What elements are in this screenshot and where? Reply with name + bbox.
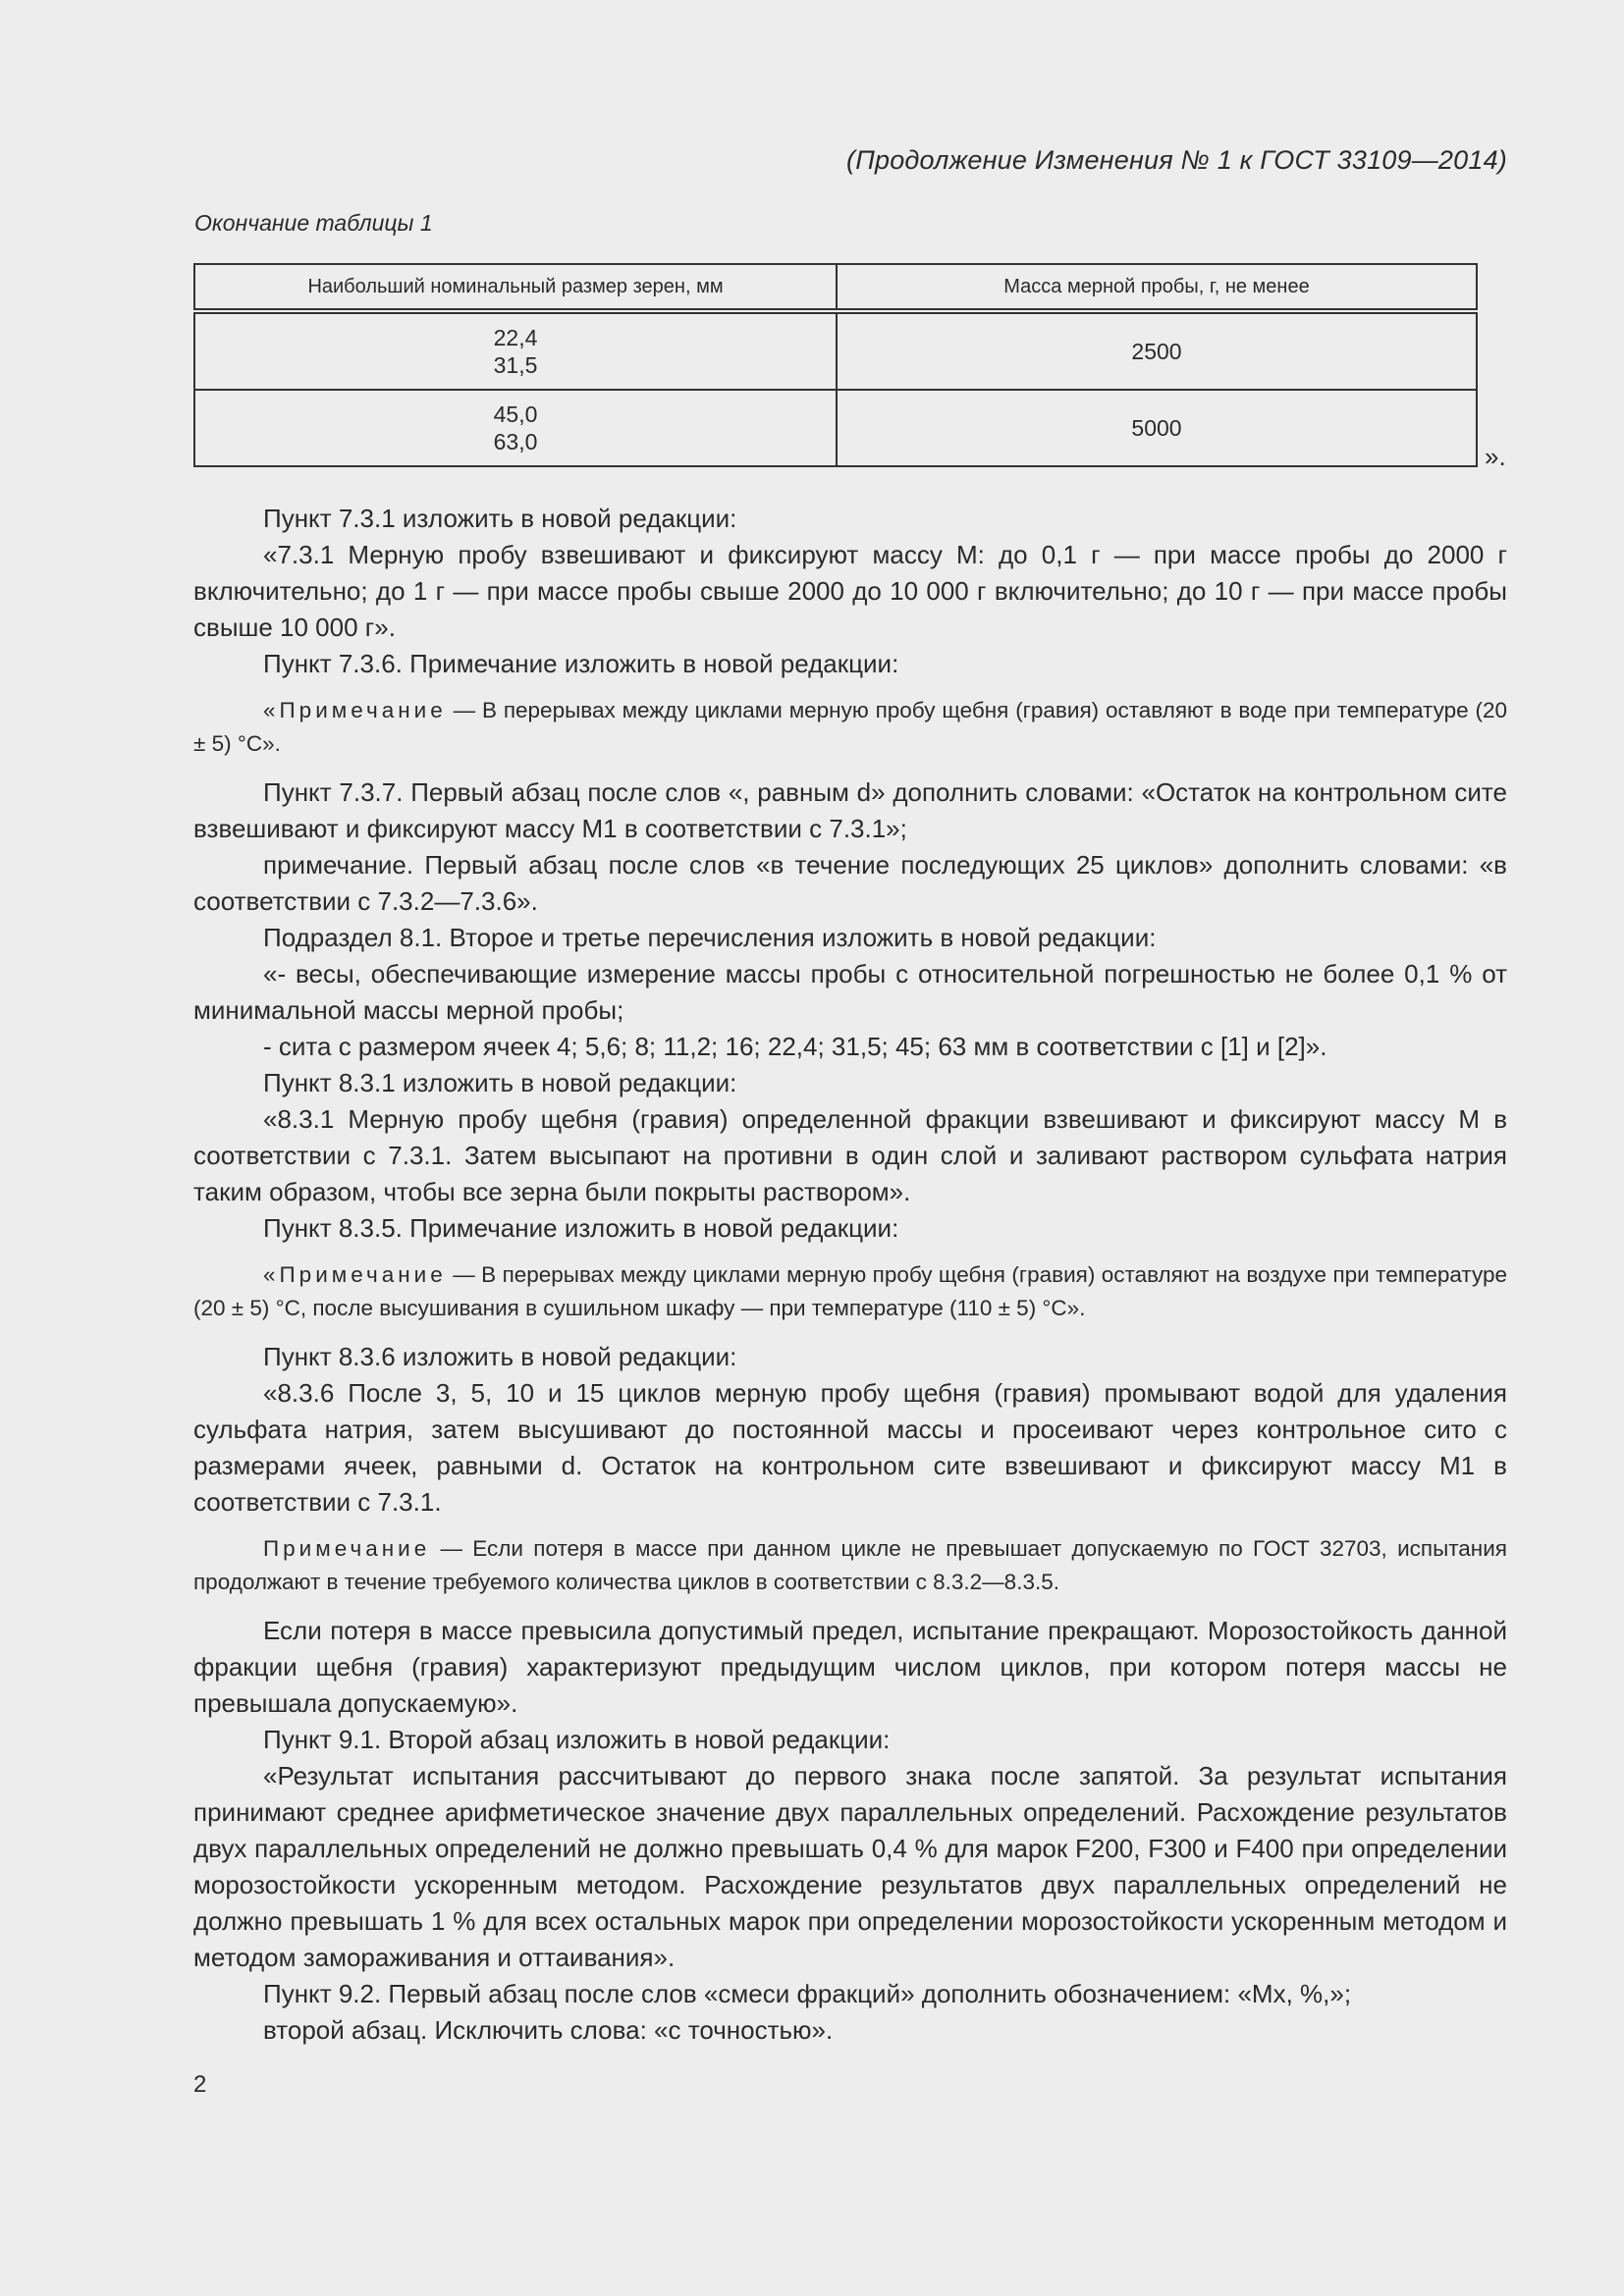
paragraph: примечание. Первый абзац после слов «в течение последующих 25 циклов» дополнить словами: «в соответствии с 7.3.2—7.3.6». — [193, 850, 1507, 916]
paragraph: «8.3.6 После 3, 5, 10 и 15 циклов мерную пробу щебня (гравия) промывают водой для удаления сульфата натрия, затем высушивают до постоянной массы и просеивают через контрольное сито с размерами ячеек, равными d. Остаток на контрольном сите взвешивают и фиксируют массу M1 в соответствии с 7.3.1. — [193, 1378, 1507, 1517]
note-text: — В перерывах между циклами мерную пробу щебня (гравия) оставляют в воде при температуре (20 ± 5) °С». — [193, 698, 1507, 756]
mass-cell: 5000 — [837, 390, 1477, 466]
paragraph: Пункт 7.3.7. Первый абзац после слов «, равным d» дополнить словами: «Остаток на контрольном сите взвешивают и фиксируют массу M1 в соответствии с 7.3.1»; — [193, 777, 1507, 843]
note — [193, 694, 1507, 761]
page-header: (Продолжение Изменения № 1 к ГОСТ 33109—2014) — [846, 145, 1507, 175]
note — [193, 1258, 1507, 1325]
note — [193, 1532, 1507, 1599]
column-header-mass: Масса мерной пробы, г, не менее — [837, 264, 1477, 311]
paragraph: Пункт 7.3.1 изложить в новой редакции: — [263, 504, 737, 533]
note-label: «Примечание — [263, 1262, 447, 1287]
size-cell — [194, 311, 837, 390]
note-label: «Примечание — [263, 698, 447, 722]
paragraph: второй абзац. Исключить слова: «с точностью». — [263, 2015, 834, 2045]
size-cell — [194, 390, 837, 466]
table-row — [194, 311, 1477, 390]
page-number: 2 — [193, 2071, 207, 2098]
paragraph: Пункт 9.1. Второй абзац изложить в новой редакции: — [263, 1725, 891, 1754]
paragraph: «8.3.1 Мерную пробу щебня (гравия) определенной фракции взвешивают и фиксируют массу M в соответствии с 7.3.1. Затем высыпают на противни в один слой и заливают раствором сульфата натрия таким образом, чтобы все зерна были покрыты раствором». — [193, 1104, 1507, 1206]
column-header-size: Наибольший номинальный размер зерен, мм — [194, 264, 837, 311]
paragraph: «- весы, обеспечивающие измерение массы пробы с относительной погрешностью не более 0,1 % от минимальной массы мерной пробы; — [193, 959, 1507, 1025]
paragraph: Пункт 8.3.1 изложить в новой редакции: — [263, 1068, 737, 1097]
paragraph: Пункт 8.3.5. Примечание изложить в новой редакции: — [263, 1213, 899, 1243]
body-text — [193, 501, 1507, 2049]
table-header-row — [194, 264, 1477, 311]
data-table — [193, 263, 1478, 467]
mass-cell: 2500 — [837, 311, 1477, 390]
size-value: 22,4 — [493, 325, 538, 350]
note-text: — Если потеря в массе при данном цикле не превышает допускаемую по ГОСТ 32703, испытания продолжают в течение требуемого количества циклов в соответствии с 8.3.2—8.3.5. — [193, 1536, 1507, 1594]
table-caption: Окончание таблицы 1 — [194, 210, 433, 236]
table-closing-quote: ». — [1485, 442, 1506, 471]
paragraph: «Результат испытания рассчитывают до первого знака после запятой. За результат испытания принимают среднее арифметическое значение двух параллельных определений. Расхождение результатов двух параллельных определений не должно превышать 0,4 % для марок F200, F300 и F400 при определении морозостойкости ускоренным методом. Расхождение результатов двух параллельных определений не должно превышать 1 % для всех остальных марок при определении морозостойкости ускоренным методом и методом замораживания и оттаивания». — [193, 1761, 1507, 1972]
paragraph: Если потеря в массе превысила допустимый предел, испытание прекращают. Морозостойкость данной фракции щебня (гравия) характеризуют предыдущим числом циклов, при котором потеря массы не превышала допускаемую». — [193, 1616, 1507, 1718]
paragraph: Подраздел 8.1. Второе и третье перечисления изложить в новой редакции: — [263, 923, 1157, 952]
size-value: 63,0 — [493, 429, 538, 454]
size-value: 45,0 — [493, 401, 538, 427]
paragraph: Пункт 8.3.6 изложить в новой редакции: — [263, 1342, 737, 1371]
paragraph: - сита с размером ячеек 4; 5,6; 8; 11,2; 16; 22,4; 31,5; 45; 63 мм в соответствии с [1] и [2]». — [263, 1032, 1327, 1061]
note-text: — В перерывах между циклами мерную пробу щебня (гравия) оставляют на воздухе при температуре (20 ± 5) °С, после высушивания в сушильном шкафу — при температуре (110 ± 5) °С». — [193, 1262, 1507, 1320]
note-label: Примечание — [263, 1536, 431, 1561]
paragraph: «7.3.1 Мерную пробу взвешивают и фиксируют массу M: до 0,1 г — при массе пробы до 2000 г включительно; до 1 г — при массе пробы свыше 2000 до 10 000 г включительно; до 10 г — при массе пробы свыше 10 000 г». — [193, 540, 1507, 642]
paragraph: Пункт 7.3.6. Примечание изложить в новой редакции: — [263, 649, 899, 678]
paragraph: Пункт 9.2. Первый абзац после слов «смеси фракций» дополнить обозначением: «Mx, %,»; — [263, 1979, 1352, 2008]
table-row — [194, 390, 1477, 466]
size-value: 31,5 — [493, 352, 538, 378]
